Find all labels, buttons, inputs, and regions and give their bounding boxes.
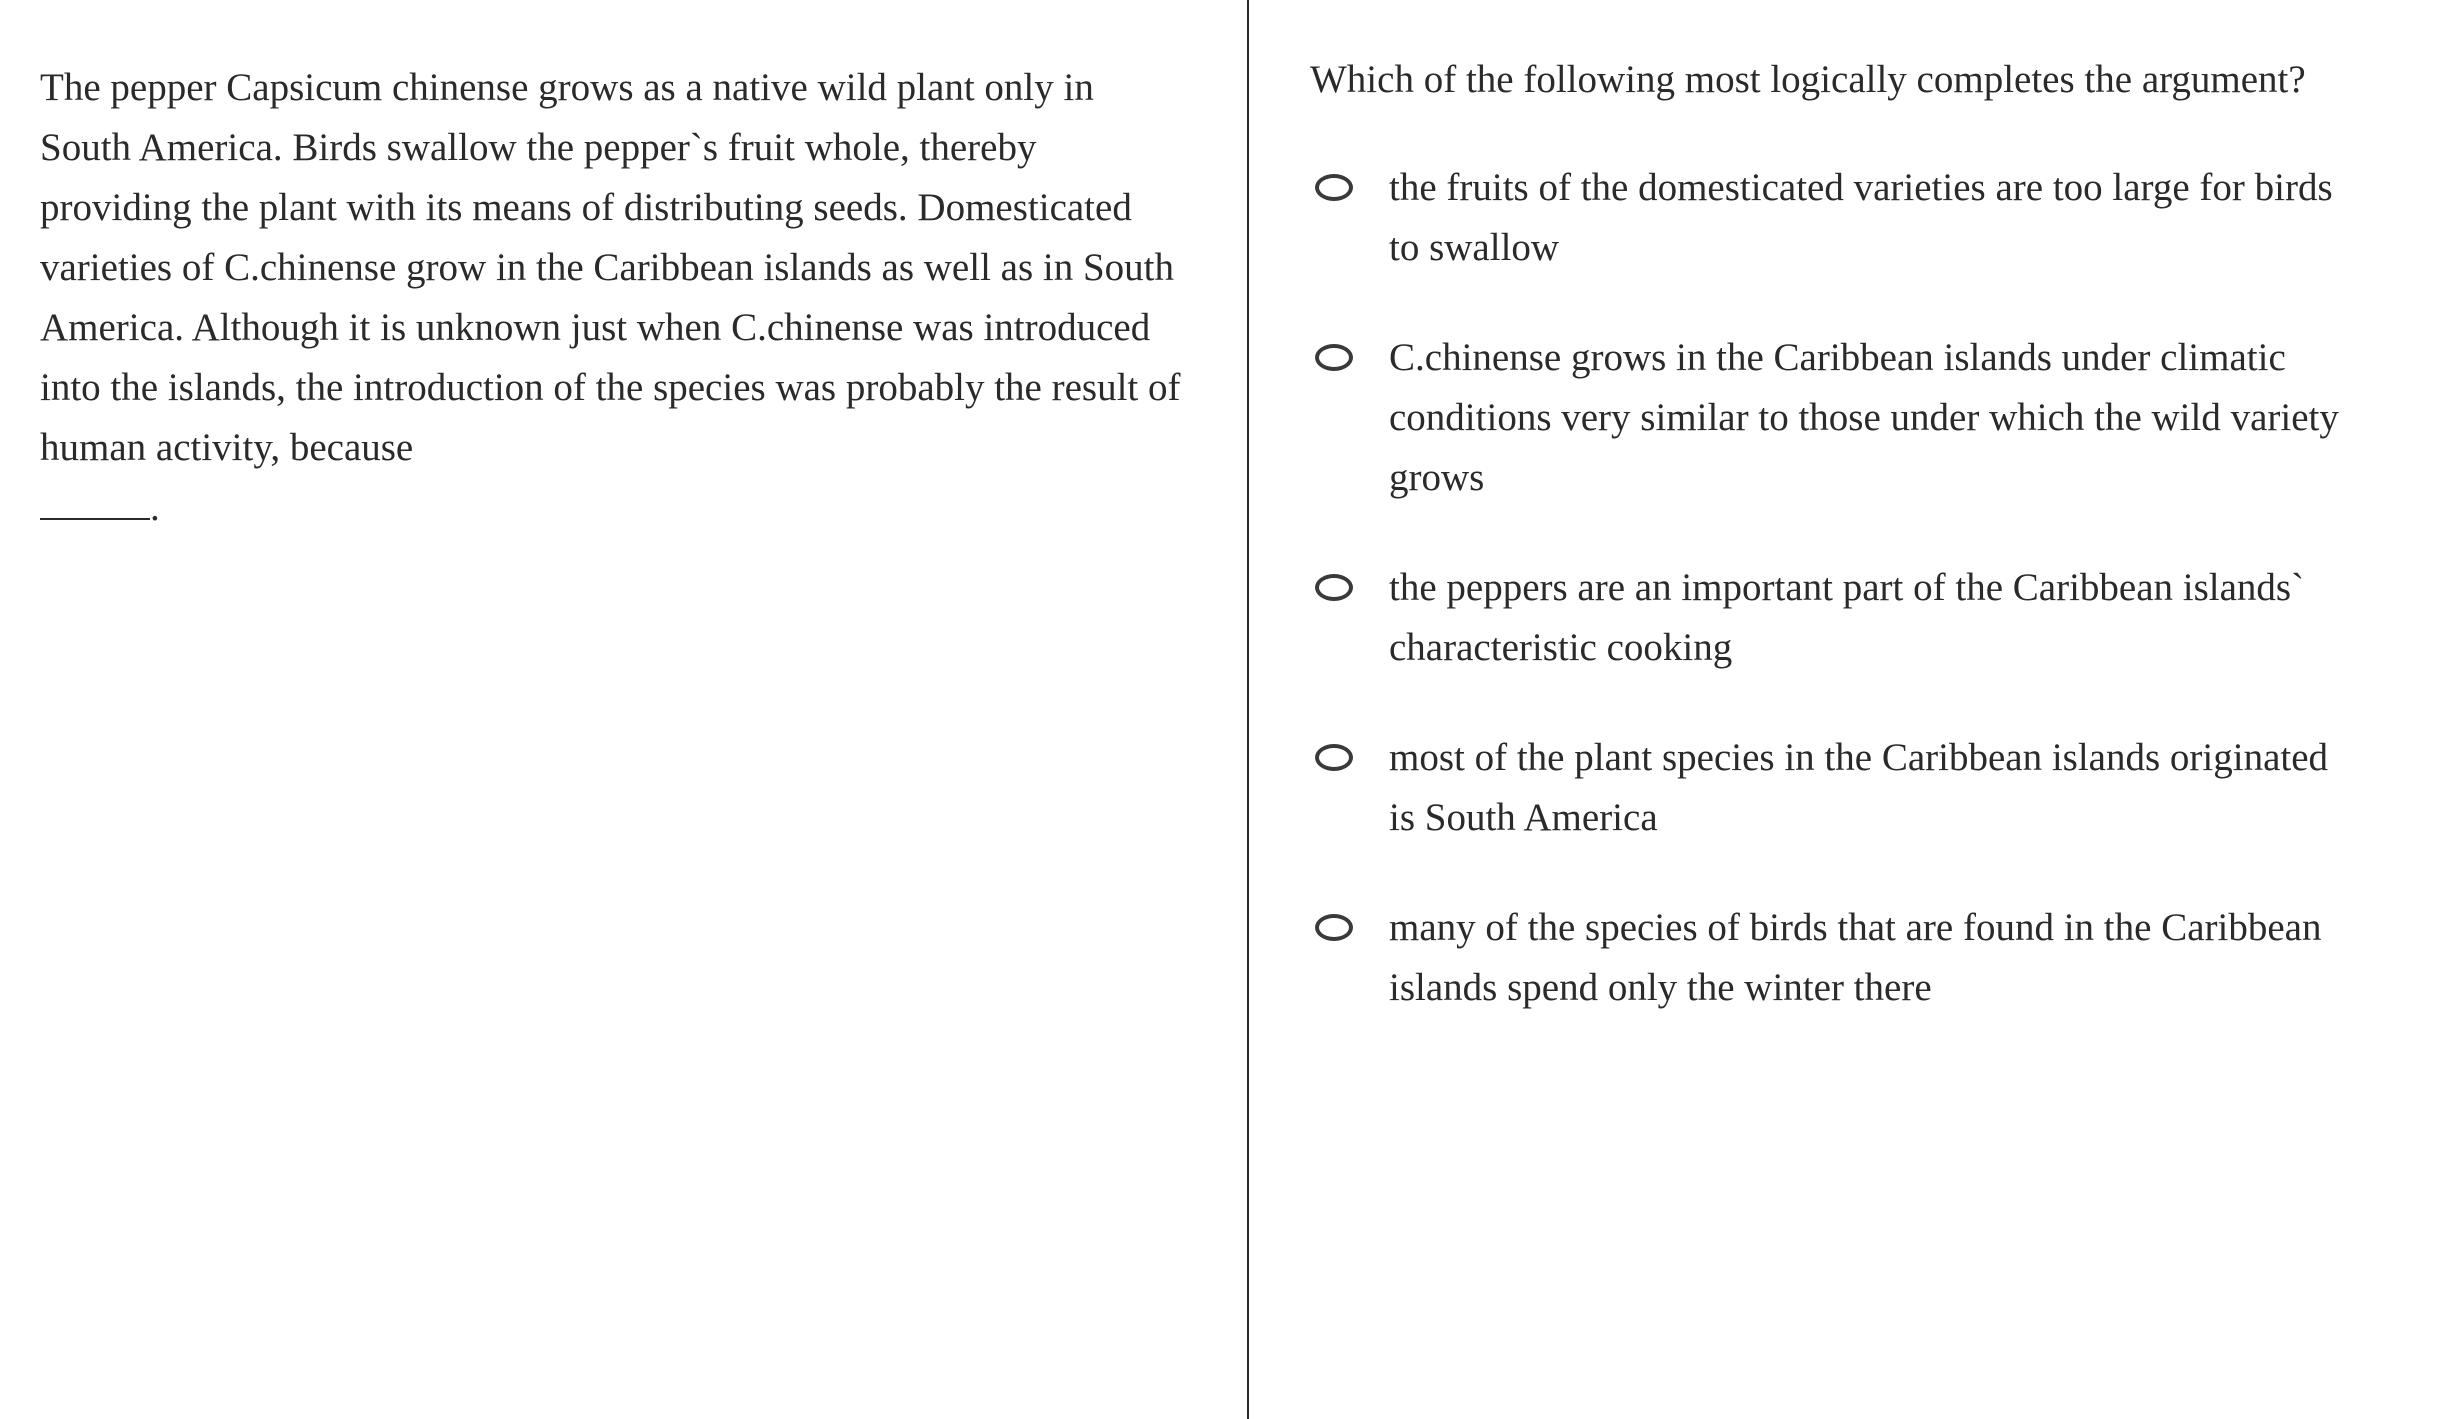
answer-blank bbox=[40, 482, 150, 520]
question-pane bbox=[1249, 0, 2462, 1419]
radio-button-b[interactable] bbox=[1315, 344, 1353, 371]
answer-choice-d-text[interactable]: most of the plant species in the Caribbean islands originated is South America bbox=[1389, 736, 2329, 839]
answer-choice-e-text[interactable]: many of the species of birds that are found in the Caribbean islands spend only the winter there bbox=[1389, 906, 2322, 1009]
passage-end-punctuation: . bbox=[150, 486, 160, 529]
answer-choice-a-text[interactable]: the fruits of the domesticated varieties are too large for birds to swallow bbox=[1389, 166, 2333, 269]
passage-text: The pepper Capsicum chinense grows as a native wild plant only in South America. Birds swallow the pepper`s fruit whole, thereby providing the plant with its means of distributing seeds. Domesticated varieties of C.chinense grow in the Caribbean islands as well as in South America. Although it is unknown just when C.chinense was introduced into the islands, the introduction of the species was probably the result of human activity, because bbox=[40, 66, 1181, 469]
answer-choice-c-text[interactable]: the peppers are an important part of the Caribbean islands` characteristic cooking bbox=[1389, 566, 2305, 669]
answer-choices bbox=[1310, 158, 2462, 1018]
radio-button-c[interactable] bbox=[1315, 574, 1353, 601]
answer-choice-b-text[interactable]: C.chinense grows in the Caribbean islands under climatic conditions very similar to those under which the wild variety grows bbox=[1389, 336, 2339, 499]
radio-button-a[interactable] bbox=[1315, 174, 1353, 201]
answer-choice-c[interactable] bbox=[1310, 558, 2462, 678]
radio-button-e[interactable] bbox=[1315, 914, 1353, 941]
answer-choice-b[interactable] bbox=[1310, 328, 2462, 508]
radio-button-d[interactable] bbox=[1315, 744, 1353, 771]
answer-choice-a[interactable] bbox=[1310, 158, 2462, 278]
question-stem: Which of the following most logically completes the argument? bbox=[1310, 58, 2306, 101]
answer-choice-e[interactable] bbox=[1310, 898, 2462, 1018]
answer-choice-d[interactable] bbox=[1310, 728, 2462, 848]
passage-paragraph bbox=[40, 58, 1190, 538]
